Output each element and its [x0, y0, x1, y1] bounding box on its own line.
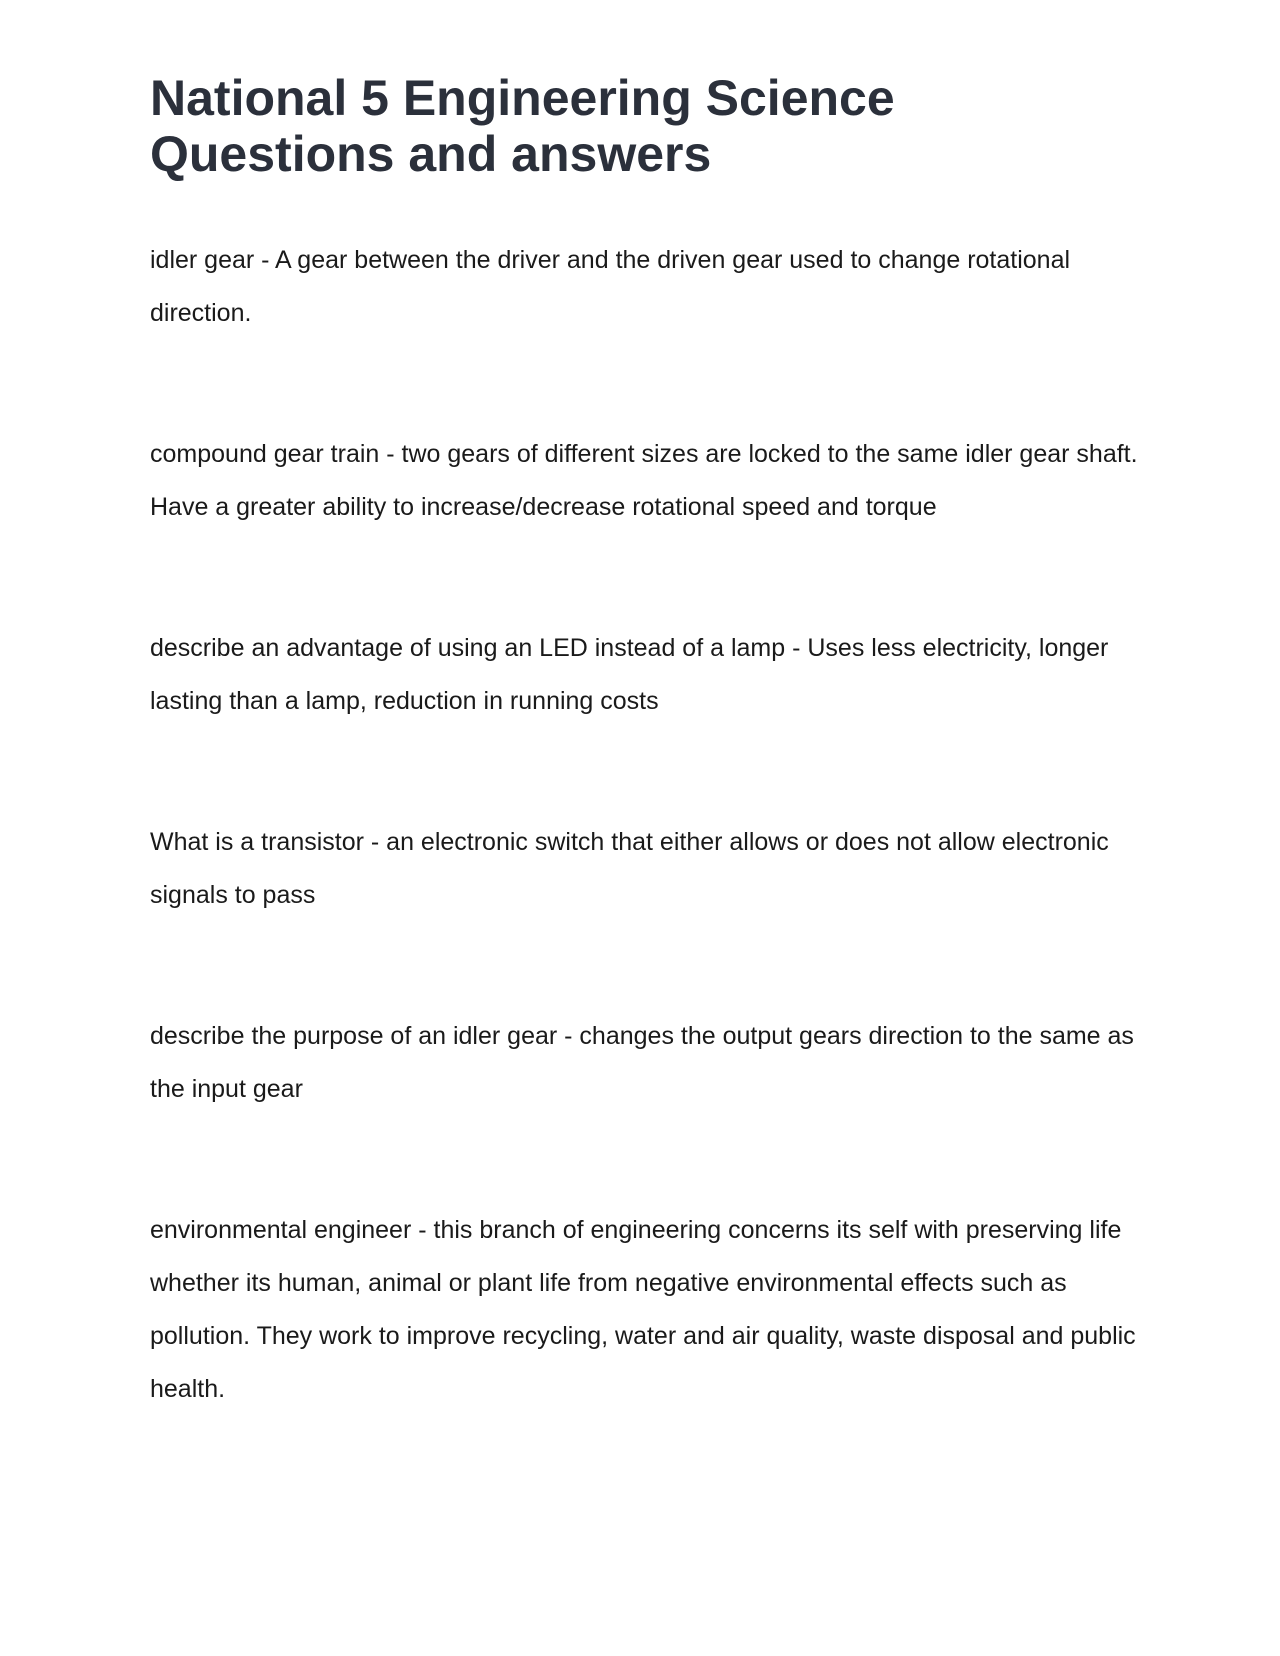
qa-item-compound-gear-train: compound gear train - two gears of different sizes are locked to the same idler gear shaft. Have a greater ability to increase/decrease rotational speed and torque — [150, 440, 1138, 521]
qa-item-environmental-engineer: environmental engineer - this branch of engineering concerns its self with preserving life whether its human, animal or plant life from negative environmental effects such as pollution. They work to improve recycling, water and air quality, waste disposal and public health. — [150, 1216, 1136, 1403]
document-title: National 5 Engineering Science Questions and answers — [150, 70, 895, 182]
qa-list — [150, 234, 1138, 1416]
qa-item-idler-gear: idler gear - A gear between the driver and the driven gear used to change rotational direction. — [150, 246, 1071, 327]
qa-item-idler-gear-purpose: describe the purpose of an idler gear - changes the output gears direction to the same as the input gear — [150, 1022, 1134, 1103]
qa-item-led-advantage: describe an advantage of using an LED instead of a lamp - Uses less electricity, longer lasting than a lamp, reduction in running costs — [150, 634, 1109, 715]
qa-item-transistor: What is a transistor - an electronic switch that either allows or does not allow electronic signals to pass — [150, 828, 1109, 909]
